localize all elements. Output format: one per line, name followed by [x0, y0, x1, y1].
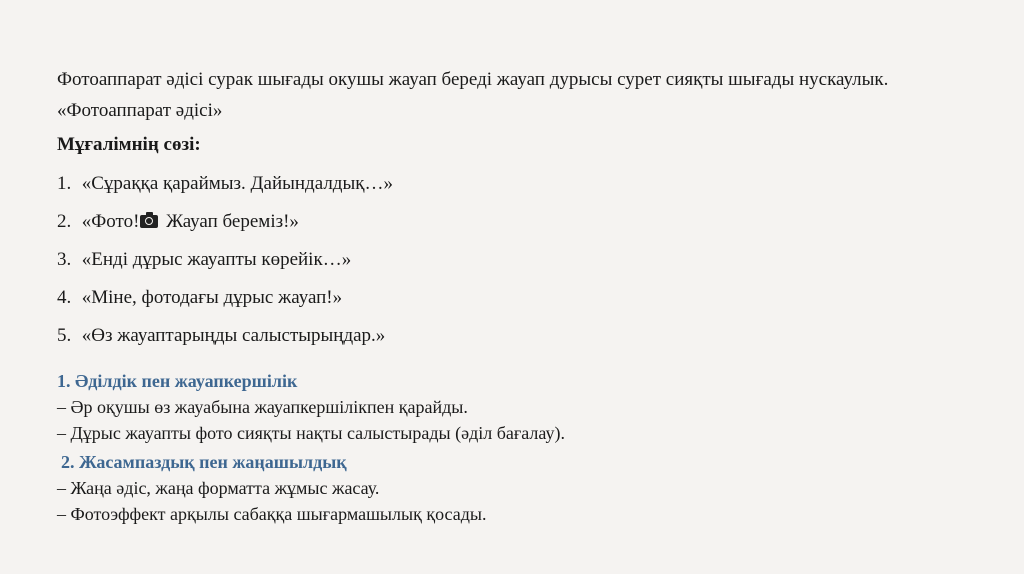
section-line: – Жаңа әдіс, жаңа форматта жұмыс жасау.: [57, 478, 380, 498]
step-text: «Сұраққа қараймыз. Дайындалдық…»: [81, 173, 393, 194]
section-fairness: [57, 368, 565, 446]
section-title: 2. Жасампаздық пен жаңашылдық: [61, 452, 347, 472]
step-number: 1.: [57, 173, 72, 194]
step-number: 2.: [57, 211, 72, 232]
list-item: [57, 286, 393, 324]
step-text: «Міне, фотодағы дұрыс жауап!»: [81, 287, 343, 308]
step-text: «Енді дұрыс жауапты көрейік…»: [81, 249, 352, 270]
section-title: 1. Әділдік пен жауапкершілік: [57, 371, 298, 391]
camera-icon: [140, 215, 158, 228]
section-line: – Фотоэффект арқылы сабаққа шығармашылық қосады.: [57, 504, 487, 524]
step-text: «Өз жауаптарыңды салыстырыңдар.»: [81, 325, 386, 346]
list-item: [57, 172, 393, 210]
section-line: – Дұрыс жауапты фото сияқты нақты салыстырады (әділ бағалау).: [57, 423, 565, 443]
section-creativity: [57, 449, 487, 527]
step-number: 4.: [57, 287, 72, 308]
list-item: [57, 248, 393, 286]
teacher-words-heading: Мұғалімнің сөзі:: [57, 134, 201, 155]
step-number: 3.: [57, 249, 72, 270]
step-text-end: Жауап береміз!»: [161, 211, 299, 232]
section-line: – Әр оқушы өз жауабына жауапкершілікпен қарайды.: [57, 397, 468, 417]
slide-content: [57, 64, 957, 524]
teacher-steps-list: [57, 172, 393, 362]
step-text-start: «Фото!: [81, 211, 140, 232]
intro-text: Фотоаппарат әдісі сурак шығады окушы жауап береді жауап дурысы сурет сияқты шығады нускаулык. «Фотоаппарат әдісі»: [57, 69, 889, 121]
list-item: [57, 210, 393, 248]
step-number: 5.: [57, 325, 72, 346]
list-item: [57, 324, 393, 362]
